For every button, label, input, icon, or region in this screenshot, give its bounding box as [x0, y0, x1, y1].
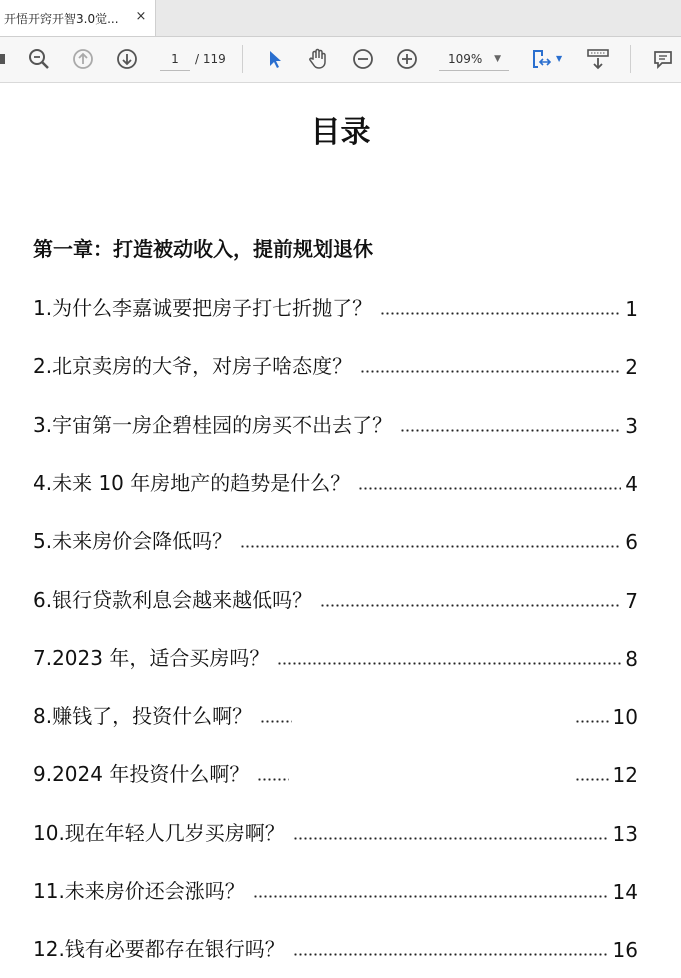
tab-title: 开悟开窍开智3.0觉...	[4, 11, 119, 26]
toc-entry-page: 10	[612, 705, 638, 729]
scroll-mode-icon[interactable]	[585, 46, 611, 72]
page-total-label: / 119	[195, 52, 226, 66]
toc-entry-page: 8	[625, 647, 638, 671]
document-tab[interactable]	[0, 0, 156, 36]
toc-entry-page: 2	[625, 355, 638, 379]
zoom-in-icon[interactable]	[394, 46, 420, 72]
toc-entry-page: 1	[625, 297, 638, 321]
zoom-select[interactable]	[439, 48, 509, 71]
toc-entry-page: 12	[612, 763, 638, 787]
toc-entry-title: 7.2023 年，适合买房吗？	[33, 646, 270, 670]
toc-leader-dots	[358, 482, 621, 490]
toc-entry[interactable]	[33, 583, 638, 613]
toc-leader-dots	[575, 773, 611, 781]
toc-leader-dots	[257, 773, 289, 781]
document-page[interactable]	[0, 83, 681, 978]
tab-bar	[0, 0, 681, 37]
toc-entry-page: 6	[625, 530, 638, 554]
toc-entry-title: 9.2024 年投资什么啊？	[33, 762, 250, 786]
zoom-in-search-icon[interactable]	[26, 46, 52, 72]
toc-leader-dots	[293, 948, 609, 956]
toc-entry-title: 3.宇宙第一房企碧桂园的房买不出去了？	[33, 413, 393, 437]
prev-page-icon[interactable]	[70, 46, 96, 72]
page-number-input[interactable]: 1	[160, 48, 190, 71]
toc-entry-page: 3	[625, 414, 638, 438]
next-page-icon[interactable]	[114, 46, 140, 72]
toc-leader-dots	[360, 365, 621, 373]
toc-entry-page: 4	[625, 472, 638, 496]
toc-entry-page: 16	[612, 938, 638, 962]
toc-entry[interactable]	[33, 932, 638, 962]
toc-entry[interactable]	[33, 408, 638, 438]
toc-entry[interactable]	[33, 699, 638, 729]
toc-entry[interactable]	[33, 641, 638, 671]
toc-leader-dots	[260, 715, 292, 723]
toolbar-divider	[242, 45, 243, 73]
zoom-value: 109%	[448, 52, 483, 66]
toc-entry[interactable]	[33, 466, 638, 496]
toc-entry[interactable]	[33, 349, 638, 379]
toc-leader-dots	[240, 540, 621, 548]
toc-entry-page: 7	[625, 589, 638, 613]
fit-dropdown-icon[interactable]: ▼	[556, 54, 563, 63]
toc-entry-page: 13	[612, 822, 638, 846]
select-cursor-icon[interactable]	[262, 46, 288, 72]
toc-entry[interactable]	[33, 524, 638, 554]
toc-leader-dots	[400, 424, 621, 432]
toc-leader-dots	[277, 657, 621, 665]
close-icon[interactable]: ×	[135, 9, 147, 24]
toc-entry[interactable]	[33, 816, 638, 846]
toc-leader-dots	[380, 307, 621, 315]
toolbar-divider	[630, 45, 631, 73]
toc-entry-title: 12.钱有必要都存在银行吗？	[33, 937, 285, 961]
toc-entry-title: 10.现在年轻人几岁买房啊？	[33, 821, 285, 845]
toc-entry-title: 1.为什么李嘉诚要把房子打七折抛了？	[33, 296, 373, 320]
comment-icon[interactable]	[650, 46, 676, 72]
toc-leader-dots	[253, 890, 609, 898]
toc-entry[interactable]	[33, 874, 638, 904]
toc-entry-title: 11.未来房价还会涨吗？	[33, 879, 245, 903]
toc-entry[interactable]	[33, 757, 638, 787]
toc-entry-page: 14	[612, 880, 638, 904]
toc-entry-title: 5.未来房价会降低吗？	[33, 529, 233, 553]
toc-entry-title: 6.银行贷款利息会越来越低吗？	[33, 588, 313, 612]
hand-tool-icon[interactable]	[305, 46, 331, 72]
chapter-heading: 第一章：打造被动收入，提前规划退休	[33, 237, 373, 261]
page-title: 目录	[310, 115, 371, 150]
toc-entry[interactable]	[33, 291, 638, 321]
zoom-out-icon[interactable]	[350, 46, 376, 72]
attach-icon[interactable]	[0, 46, 14, 72]
fit-page-icon[interactable]	[528, 46, 554, 72]
chevron-down-icon: ▼	[494, 54, 501, 64]
toc-leader-dots	[293, 832, 609, 840]
toc-entry-title: 4.未来 10 年房地产的趋势是什么？	[33, 471, 351, 495]
toc-leader-dots	[575, 715, 611, 723]
toolbar	[0, 37, 681, 83]
toc-entry-title: 2.北京卖房的大爷，对房子啥态度？	[33, 354, 353, 378]
toc-entry-title: 8.赚钱了，投资什么啊？	[33, 704, 253, 728]
toc-leader-dots	[320, 599, 621, 607]
